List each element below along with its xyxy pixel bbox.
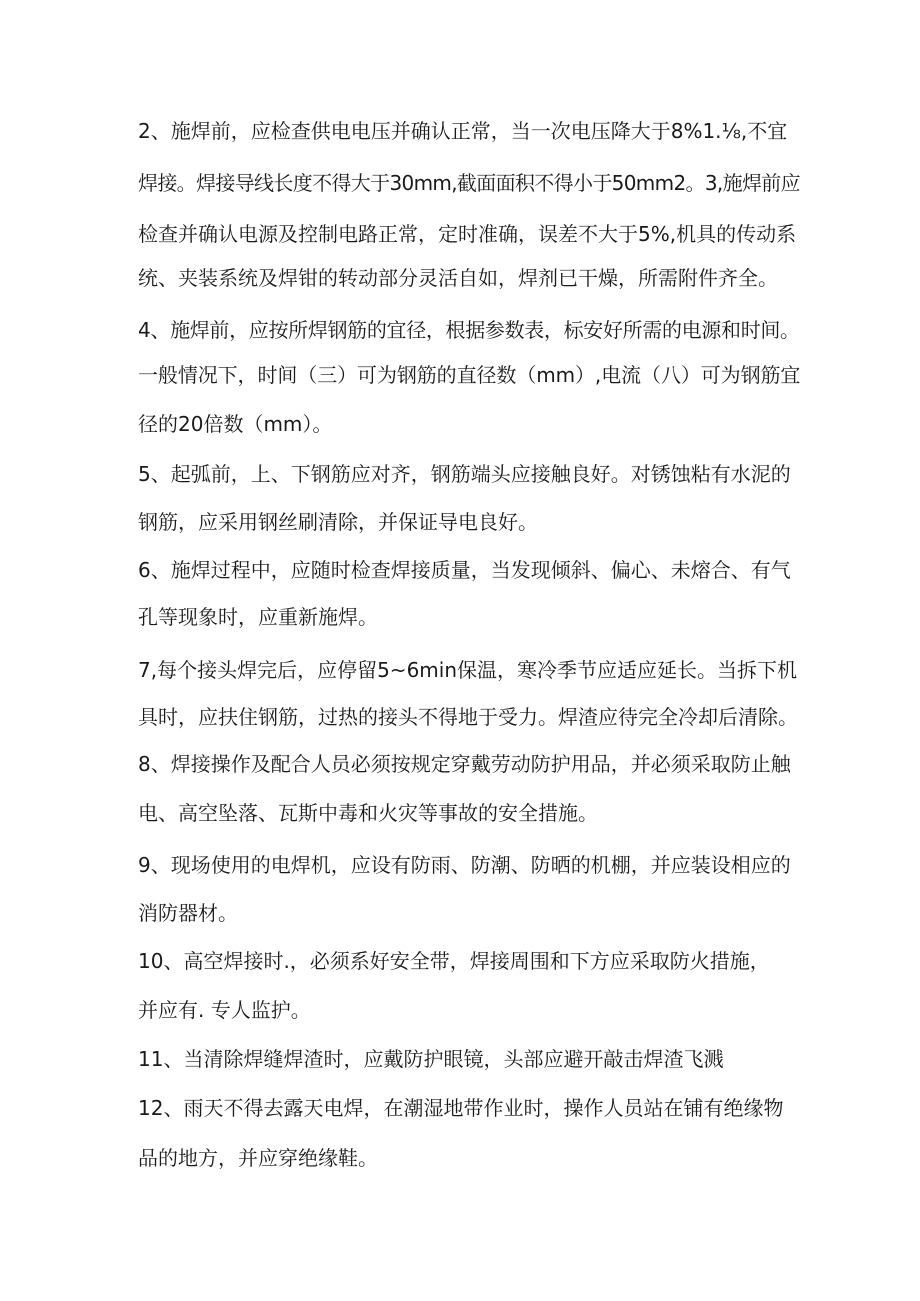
- text-line: 焊接。焊接导线长度不得大于30mm,截面面积不得小于50mm2。3,施焊前应: [138, 171, 800, 195]
- text-line: 6、施焊过程中，应随时检查焊接质量，当发现倾斜、偏心、未熔合、有气: [138, 558, 791, 582]
- text-line: 并应有. 专人监护。: [138, 998, 311, 1022]
- text-line: 统、夹装系统及焊钳的转动部分灵活自如，焊剂已干燥，所需附件齐全。: [138, 266, 778, 290]
- text-line: 钢筋，应采用钢丝刷清除，并保证导电良好。: [138, 510, 538, 534]
- text-line: 孔等现象时，应重新施焊。: [138, 605, 378, 629]
- text-line: 品的地方，并应穿绝缘鞋。: [138, 1146, 378, 1170]
- text-line: 具时，应扶住钢筋，过热的接头不得地于受力。焊渣应待完全冷却后清除。: [138, 705, 798, 729]
- text-line: 消防器材。: [138, 901, 238, 925]
- text-line: 5、起弧前，上、下钢筋应对齐，钢筋端头应接触良好。对锈蚀粘有水泥的: [138, 462, 791, 486]
- text-line: 4、施焊前，应按所焊钢筋的宜径，根据参数表，标安好所需的电源和时间。: [138, 318, 800, 342]
- text-line: 8、焊接操作及配合人员必须按规定穿戴劳动防护用品，并必须采取防止触: [138, 752, 791, 776]
- text-line: 径的20倍数（mm）。: [138, 412, 333, 436]
- text-line: 检查并确认电源及控制电路正常，定时准确，误差不大于5%,机具的传动系: [138, 222, 797, 246]
- text-line: 7,每个接头焊完后，应停留5~6min保温，寒冷季节应适应延长。当拆下机: [138, 658, 798, 682]
- text-line: 10、高空焊接时.，必须系好安全带，焊接周围和下方应采取防火措施，: [138, 949, 770, 973]
- text-line: 9、现场使用的电焊机，应设有防雨、防潮、防晒的机棚，并应装设相应的: [138, 853, 791, 877]
- text-line: 2、施焊前，应检查供电电压并确认正常，当一次电压降大于8%1.⅛,不宜: [138, 119, 788, 143]
- text-line: 11、当清除焊缝焊渣时，应戴防护眼镜，头部应避开敲击焊渣飞溅: [138, 1047, 724, 1071]
- text-line: 12、雨天不得去露天电焊，在潮湿地带作业时，操作人员站在铺有绝缘物: [138, 1096, 784, 1120]
- text-line: 一般情况下，时间（三）可为钢筋的直径数（mm）,电流（八）可为钢筋宜: [138, 363, 801, 387]
- text-line: 电、高空坠落、瓦斯中毒和火灾等事故的安全措施。: [138, 801, 598, 825]
